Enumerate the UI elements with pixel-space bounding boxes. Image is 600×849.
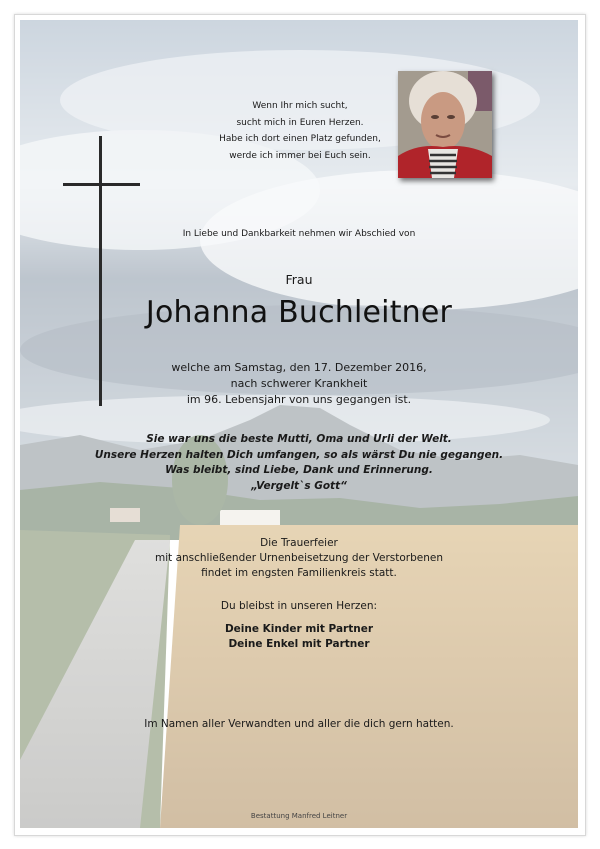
tribute-line: Unsere Herzen halten Dich umfangen, so als wärst Du nie gegangen.: [94, 448, 504, 461]
cross-horizontal-bar: [63, 183, 140, 186]
tribute-line: Sie war uns die beste Mutti, Oma und Urli der Welt.: [146, 433, 452, 445]
family-line: Deine Enkel mit Partner: [228, 638, 370, 650]
stay-line: Du bleibst in unseren Herzen:: [220, 600, 378, 612]
poem-line: Wenn Ihr mich sucht,: [252, 101, 348, 111]
undertaker-credit: Bestattung Manfred Leitner: [250, 812, 348, 820]
salutation: Frau: [285, 272, 313, 287]
poem: [200, 98, 400, 164]
closing-line: Im Namen aller Verwandten und aller die dich gern hatten.: [144, 718, 454, 730]
tribute-line: „Vergelt`s Gott“: [251, 479, 347, 492]
poem-line: Habe ich dort einen Platz gefunden,: [219, 134, 381, 144]
death-line: welche am Samstag, den 17. Dezember 2016,: [171, 361, 427, 374]
deceased-name: Johanna Buchleitner: [145, 295, 453, 330]
tribute-text: [20, 432, 578, 494]
portrait-photo: [398, 71, 492, 178]
poem-line: werde ich immer bei Euch sein.: [229, 150, 371, 161]
family-list: [20, 622, 578, 652]
funeral-info: [20, 536, 578, 581]
death-line: nach schwerer Krankheit: [230, 377, 368, 390]
death-details: [20, 360, 578, 408]
tribute-line: Was bleibt, sind Liebe, Dank und Erinnerung.: [165, 464, 433, 476]
funeral-line: findet im engsten Familienkreis statt.: [201, 567, 397, 579]
funeral-line: Die Trauerfeier: [260, 537, 338, 549]
intro-text: In Liebe und Dankbarkeit nehmen wir Abschied von: [182, 229, 416, 239]
death-line: im 96. Lebensjahr von uns gegangen ist.: [186, 393, 412, 406]
funeral-line: mit anschließender Urnenbeisetzung der Verstorbenen: [154, 552, 444, 564]
family-line: Deine Kinder mit Partner: [224, 623, 374, 635]
poem-line: sucht mich in Euren Herzen.: [236, 117, 364, 128]
